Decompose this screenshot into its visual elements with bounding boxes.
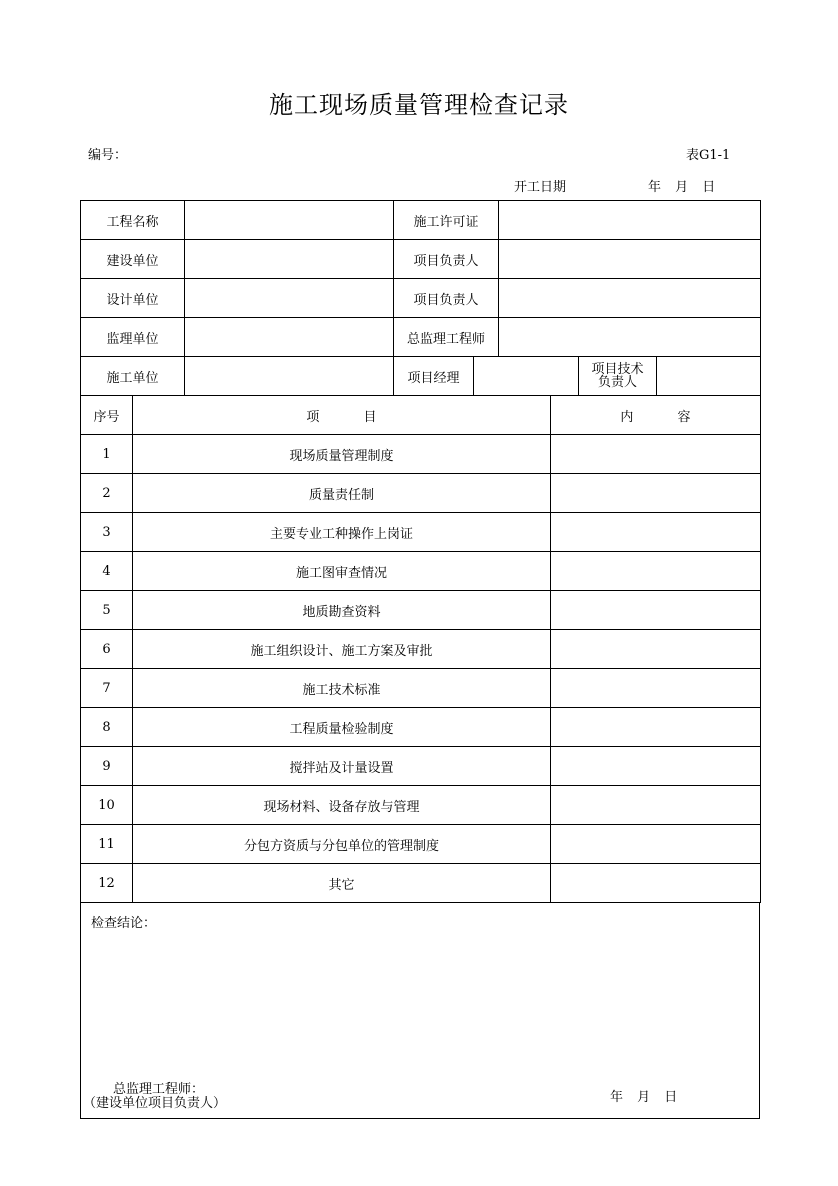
- item-content-field[interactable]: [551, 669, 761, 708]
- item-name: 地质勘查资料: [133, 591, 551, 630]
- conclusion-label: 检查结论：: [91, 916, 157, 931]
- owner-manager-field[interactable]: [499, 240, 761, 279]
- chief-supervisor-field[interactable]: [499, 318, 761, 357]
- item-name: 施工组织设计、施工方案及审批: [133, 630, 551, 669]
- item-no: 10: [81, 786, 133, 825]
- item-content-field[interactable]: [551, 552, 761, 591]
- item-name: 主要专业工种操作上岗证: [133, 513, 551, 552]
- design-row: [81, 279, 761, 318]
- conclusion-box[interactable]: [80, 902, 760, 1119]
- inspection-items-table: [80, 395, 761, 903]
- item-name: 搅拌站及计量设置: [133, 747, 551, 786]
- item-no: 7: [81, 669, 133, 708]
- table-row: [81, 513, 761, 552]
- item-content-field[interactable]: [551, 786, 761, 825]
- item-content-field[interactable]: [551, 435, 761, 474]
- item-no: 12: [81, 864, 133, 903]
- permit-label: 施工许可证: [394, 201, 499, 240]
- tech-lead-label-line1: 项目技术: [591, 362, 644, 377]
- design-unit-label: 设计单位: [81, 279, 185, 318]
- item-content-field[interactable]: [551, 630, 761, 669]
- item-no: 6: [81, 630, 133, 669]
- table-row: [81, 630, 761, 669]
- supervision-row: [81, 318, 761, 357]
- start-date-label: 开工日期: [514, 180, 567, 195]
- table-row: [81, 747, 761, 786]
- form-number: 表G1-1: [686, 148, 731, 163]
- item-name: 施工技术标准: [133, 669, 551, 708]
- project-manager-label: 项目经理: [394, 357, 474, 396]
- signer-title: 总监理工程师：: [113, 1082, 205, 1097]
- item-name: 质量责任制: [133, 474, 551, 513]
- item-content-field[interactable]: [551, 747, 761, 786]
- table-row: [81, 825, 761, 864]
- project-name-field[interactable]: [185, 201, 394, 240]
- table-row: [81, 864, 761, 903]
- item-content-field[interactable]: [551, 474, 761, 513]
- page-title: 施工现场质量管理检查记录: [269, 91, 569, 119]
- item-name: 其它: [133, 864, 551, 903]
- table-row: [81, 435, 761, 474]
- item-no: 11: [81, 825, 133, 864]
- item-name: 分包方资质与分包单位的管理制度: [133, 825, 551, 864]
- construction-unit-field[interactable]: [185, 357, 394, 396]
- item-content-field[interactable]: [551, 825, 761, 864]
- item-content-field[interactable]: [551, 864, 761, 903]
- header-no: 序号: [81, 396, 133, 435]
- construction-row: [81, 357, 761, 396]
- owner-manager-label: 项目负责人: [394, 240, 499, 279]
- item-content-field[interactable]: [551, 591, 761, 630]
- supervision-unit-label: 监理单位: [81, 318, 185, 357]
- owner-row: [81, 240, 761, 279]
- signature-date: 年 月 日: [610, 1090, 678, 1105]
- construction-unit-label: 施工单位: [81, 357, 185, 396]
- items-header-row: [81, 396, 761, 435]
- permit-field[interactable]: [499, 201, 761, 240]
- table-row: [81, 708, 761, 747]
- owner-unit-label: 建设单位: [81, 240, 185, 279]
- item-no: 8: [81, 708, 133, 747]
- item-name: 施工图审查情况: [133, 552, 551, 591]
- project-info-table: [80, 200, 761, 396]
- project-manager-field[interactable]: [474, 357, 579, 396]
- tech-lead-field[interactable]: [657, 357, 761, 396]
- table-row: [81, 669, 761, 708]
- item-no: 2: [81, 474, 133, 513]
- start-date-ymd: 年 月 日: [648, 180, 716, 195]
- design-manager-field[interactable]: [499, 279, 761, 318]
- table-row: [81, 552, 761, 591]
- header-item: 项 目: [133, 396, 551, 435]
- item-no: 1: [81, 435, 133, 474]
- item-no: 9: [81, 747, 133, 786]
- item-no: 4: [81, 552, 133, 591]
- table-row: [81, 786, 761, 825]
- supervision-unit-field[interactable]: [185, 318, 394, 357]
- item-content-field[interactable]: [551, 708, 761, 747]
- item-name: 现场材料、设备存放与管理: [133, 786, 551, 825]
- item-name: 现场质量管理制度: [133, 435, 551, 474]
- table-row: [81, 591, 761, 630]
- item-content-field[interactable]: [551, 513, 761, 552]
- design-unit-field[interactable]: [185, 279, 394, 318]
- tech-lead-label-line2: 负责人: [598, 375, 638, 390]
- project-name-label: 工程名称: [81, 201, 185, 240]
- chief-supervisor-label: 总监理工程师: [394, 318, 499, 357]
- header-content: 内 容: [551, 396, 761, 435]
- design-manager-label: 项目负责人: [394, 279, 499, 318]
- code-label: 编号：: [88, 148, 128, 163]
- tech-lead-label: [579, 357, 657, 396]
- project-name-row: [81, 201, 761, 240]
- item-name: 工程质量检验制度: [133, 708, 551, 747]
- owner-unit-field[interactable]: [185, 240, 394, 279]
- item-no: 5: [81, 591, 133, 630]
- table-row: [81, 474, 761, 513]
- signer-subtitle: （建设单位项目负责人）: [83, 1096, 227, 1111]
- item-no: 3: [81, 513, 133, 552]
